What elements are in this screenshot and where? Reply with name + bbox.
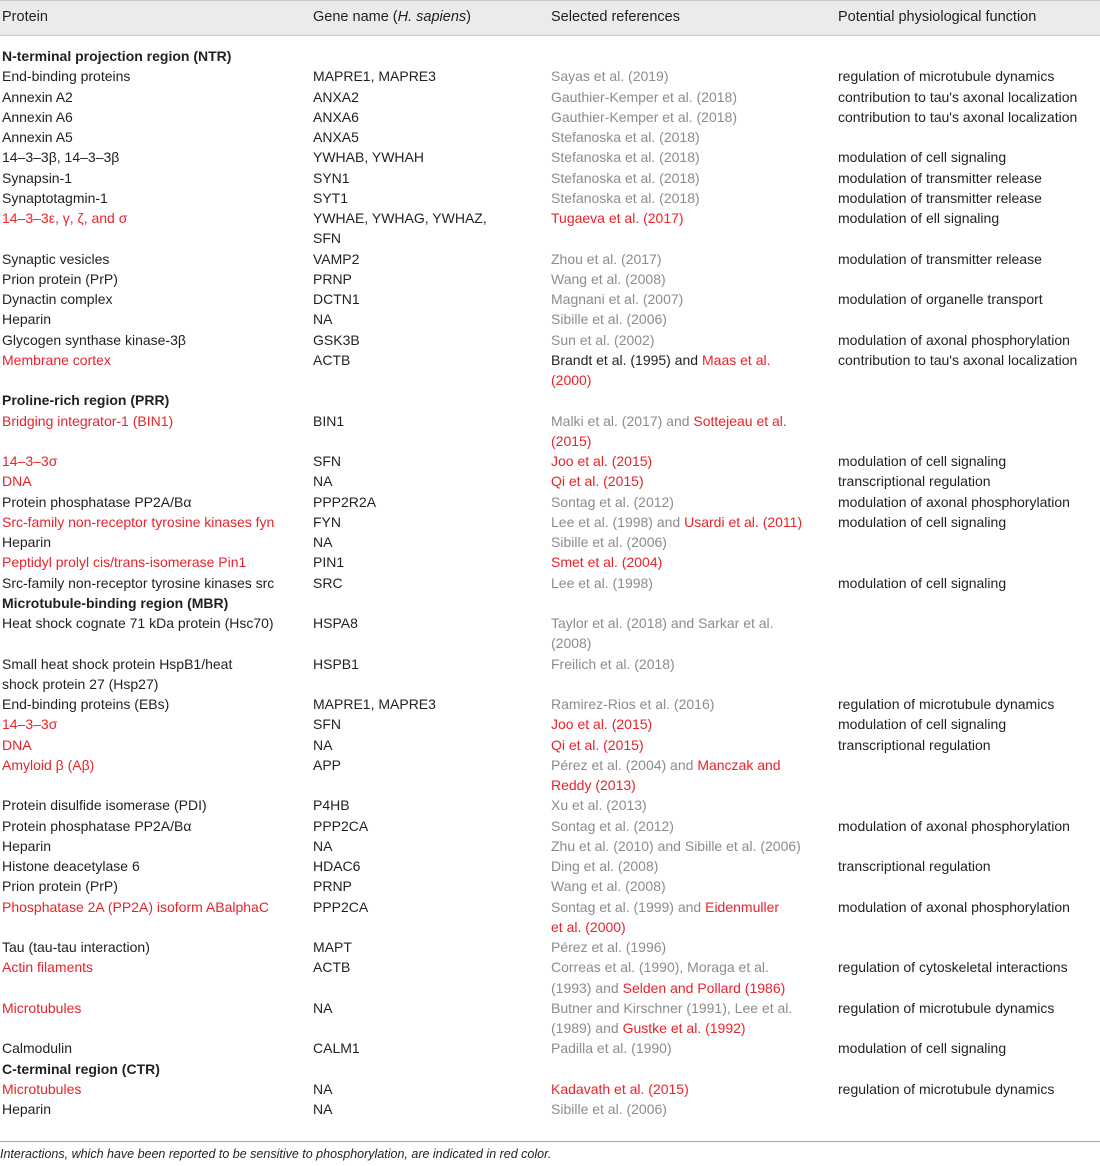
table-row [0,471,1100,491]
gene-header-species: H. sapiens [397,9,467,25]
section-label: Microtubule-binding region (MBR) [2,594,229,611]
cell-gene: MAPT [313,939,352,955]
cell-references [551,937,666,957]
cell-function: regulation of microtubule dynamics [838,68,1055,85]
cell-protein: Annexin A6 [2,108,73,125]
table-row [0,330,1100,350]
cell-protein: Heparin [2,837,52,854]
reference-text: (1993) and [551,979,623,996]
cell-gene: NA [313,473,333,490]
cell-protein: Protein disulfide isomerase (PDI) [2,797,207,814]
table-row [0,66,1100,86]
table-row [0,269,1100,289]
cell-references [551,168,700,188]
column-header-function: Potential physiological function [838,9,1037,25]
table-row [0,451,1100,471]
cell-protein: Src-family non-receptor tyrosine kinases src [2,574,275,591]
cell-references [551,856,658,876]
cell-references [551,269,666,289]
cell-gene: ACTB [313,959,351,976]
table-row [0,411,1100,431]
table-row [0,168,1100,188]
cell-gene: ANXA2 [313,88,359,105]
cell-gene: PPP2CA [313,898,369,915]
reference-text: Wang et al. (2008) [551,270,666,287]
cell-function: regulation of microtubule dynamics [838,999,1055,1016]
cell-protein: Amyloid β (Aβ) [2,756,95,773]
reference-text: Sibille et al. (2006) [551,534,667,550]
table-row [0,370,1100,390]
cell-references [551,249,662,269]
reference-text: Sibille et al. (2006) [551,1101,667,1117]
cell-references [551,87,737,107]
reference-text: Stefanoska et al. (2018) [551,169,700,186]
cell-references [551,1018,746,1038]
cell-references [551,512,802,532]
reference-phospho-sensitive: (2000) [551,372,592,388]
cell-references [551,66,669,86]
cell-protein: End-binding proteins [2,68,131,85]
reference-text: Ramirez-Rios et al. (2016) [551,696,715,712]
cell-protein: DNA [2,473,32,490]
reference-phospho-sensitive: Reddy (2013) [551,777,636,793]
table-row [0,228,1100,248]
cell-protein: Heat shock cognate 71 kDa protein (Hsc70) [2,615,274,631]
reference-text: Wang et al. (2008) [551,878,666,895]
cell-references [551,816,674,836]
cell-gene: ACTB [313,351,351,368]
cell-protein: 14–3–3ε, γ, ζ, and σ [2,210,128,226]
reference-text: Pérez et al. (2004) and [551,756,698,773]
cell-gene: SYT1 [313,189,349,206]
cell-gene: BIN1 [313,412,345,429]
cell-references [551,897,779,917]
cell-protein: Prion protein (PrP) [2,270,118,287]
cell-function: modulation of organelle transport [838,291,1043,307]
table-row [0,573,1100,593]
cell-references [551,633,591,653]
cell-references [551,127,700,147]
reference-phospho-sensitive: Kadavath et al. (2015) [551,1080,689,1097]
cell-gene: NA [313,837,333,854]
cell-gene: NA [313,311,333,328]
cell-gene: MAPRE1, MAPRE3 [313,696,436,712]
reference-text: Butner and Kirschner (1991), Lee et al. [551,999,793,1016]
cell-protein: Protein phosphatase PP2A/Bα [2,493,192,510]
table-row [0,957,1100,977]
reference-text: Sontag et al. (1999) and [551,898,706,915]
table-row [0,1018,1100,1038]
cell-protein: Peptidyl prolyl cis/trans-isomerase Pin1 [2,554,247,571]
reference-phospho-sensitive: Gustke et al. (1992) [622,1020,746,1036]
reference-phospho-sensitive: Qi et al. (2015) [551,736,644,753]
gene-header-suffix: ) [466,9,471,25]
cell-gene: HSPB1 [313,655,359,672]
table-bottom-rule [0,1141,1100,1142]
table-row [0,309,1100,329]
table-row [0,654,1100,674]
table-row [0,694,1100,714]
table-row [0,674,1100,694]
table-row [0,795,1100,815]
reference-text: Xu et al. (2013) [551,797,647,814]
cell-references [551,289,683,309]
cell-protein: Heparin [2,311,52,328]
cell-function: regulation of microtubule dynamics [838,696,1055,712]
table-row [0,1079,1100,1099]
cell-gene: PPP2CA [313,817,369,834]
cell-function: modulation of cell signaling [838,149,1007,166]
cell-references [551,552,662,572]
cell-gene: NA [313,1101,333,1117]
cell-protein: DNA [2,736,32,753]
cell-function: contribution to tau's axonal localization [838,351,1078,368]
cell-gene: FYN [313,513,341,530]
reference-text: Sayas et al. (2019) [551,68,669,85]
reference-text: Padilla et al. (1990) [551,1040,672,1057]
section-heading [0,390,1100,410]
cell-gene: SFN [313,230,341,247]
cell-function: transcriptional regulation [838,736,991,753]
table-row [0,937,1100,957]
reference-text: Stefanoska et al. (2018) [551,189,700,206]
table-row [0,714,1100,734]
column-header-protein: Protein [2,9,48,25]
cell-function: modulation of transmitter release [838,250,1042,267]
cell-references [551,1038,672,1058]
table-row [0,127,1100,147]
cell-protein: Small heat shock protein HspB1/heat [2,655,233,672]
cell-gene: YWHAE, YWHAG, YWHAZ, [313,210,487,226]
cell-gene: ANXA6 [313,108,359,125]
reference-phospho-sensitive: Sottejeau et al. [693,412,787,429]
cell-function: modulation of transmitter release [838,189,1042,206]
reference-phospho-sensitive: (2015) [551,432,592,449]
cell-protein: Bridging integrator-1 (BIN1) [2,412,174,429]
table-row [0,755,1100,775]
cell-references [551,532,667,552]
cell-references [551,147,700,167]
cell-function: modulation of cell signaling [838,513,1007,530]
reference-phospho-sensitive: Tugaeva et al. (2017) [551,210,684,226]
cell-references [551,309,667,329]
cell-protein: 14–3–3σ [2,453,58,469]
cell-references [551,208,684,228]
column-header-gene [313,9,471,25]
cell-protein: Actin filaments [2,959,94,976]
cell-protein: Synapsin-1 [2,169,73,186]
cell-function: modulation of axonal phosphorylation [838,493,1070,510]
cell-function: regulation of microtubule dynamics [838,1080,1055,1097]
reference-text: Stefanoska et al. (2018) [551,149,700,166]
cell-references [551,471,644,491]
table-row [0,836,1100,856]
cell-references [551,1099,667,1119]
cell-gene: HDAC6 [313,858,361,874]
cell-protein: Protein phosphatase PP2A/Bα [2,817,192,834]
cell-function: modulation of axonal phosphorylation [838,898,1070,915]
reference-text: (1989) and [551,1020,623,1036]
reference-text: (2008) [551,635,592,652]
reference-phospho-sensitive: Smet et al. (2004) [551,554,663,571]
table-row [0,350,1100,370]
cell-references [551,492,674,512]
table-row [0,147,1100,167]
reference-phospho-sensitive: Joo et al. (2015) [551,716,653,733]
section-label: N-terminal projection region (NTR) [2,48,232,64]
cell-protein: Heparin [2,1101,52,1117]
table-row [0,208,1100,228]
cell-function: contribution to tau's axonal localization [838,88,1078,105]
cell-function: modulation of cell signaling [838,453,1007,469]
cell-protein: Glycogen synthase kinase-3β [2,331,186,348]
cell-gene: SFN [313,716,341,733]
cell-function: modulation of transmitter release [838,169,1042,186]
cell-gene: VAMP2 [313,250,360,267]
cell-references [551,431,591,451]
cell-references [551,451,652,471]
cell-references [551,107,737,127]
cell-references [551,694,714,714]
cell-protein: Heparin [2,534,52,550]
reference-text: Gauthier-Kemper et al. (2018) [551,88,737,105]
cell-protein: 14–3–3β, 14–3–3β [2,149,120,166]
cell-protein: Synaptic vesicles [2,250,110,267]
cell-protein: End-binding proteins (EBs) [2,696,170,712]
cell-function: contribution to tau's axonal localization [838,108,1078,125]
cell-protein: 14–3–3σ [2,716,58,733]
table-row [0,998,1100,1018]
section-label: C-terminal region (CTR) [2,1060,160,1077]
reference-text: Sun et al. (2002) [551,331,655,348]
reference-phospho-sensitive: Selden and Pollard (1986) [622,979,786,996]
cell-references [551,370,591,390]
table-row [0,633,1100,653]
reference-text: Ding et al. (2008) [551,858,659,874]
reference-text: Stefanoska et al. (2018) [551,129,700,145]
cell-protein: Membrane cortex [2,351,111,368]
reference-text: Zhou et al. (2017) [551,250,662,267]
cell-gene: CALM1 [313,1040,360,1057]
reference-text: Sontag et al. (2012) [551,493,674,510]
cell-gene: ANXA5 [313,129,359,145]
cell-protein: Tau (tau-tau interaction) [2,939,150,955]
reference-phospho-sensitive: Joo et al. (2015) [551,453,653,469]
reference-text: Pérez et al. (1996) [551,939,667,955]
table-row [0,492,1100,512]
table-row [0,107,1100,127]
cell-gene: APP [313,756,342,773]
reference-text: Freilich et al. (2018) [551,655,675,672]
cell-function: modulation of cell signaling [838,1040,1007,1057]
cell-gene: MAPRE1, MAPRE3 [313,68,436,85]
cell-protein: Src-family non-receptor tyrosine kinases fyn [2,513,275,530]
reference-text: Taylor et al. (2018) and Sarkar et al. [551,615,774,631]
table-row [0,735,1100,755]
table-row [0,431,1100,451]
cell-function: modulation of cell signaling [838,574,1007,591]
reference-text: Magnani et al. (2007) [551,291,684,307]
cell-references [551,714,652,734]
reference-text: Correas et al. (1990), Moraga et al. [551,959,769,976]
reference-phospho-sensitive: et al. (2000) [551,918,626,935]
cell-gene: NA [313,534,333,550]
reference-text: Malki et al. (2017) and [551,412,694,429]
reference-phospho-sensitive: Qi et al. (2015) [551,473,644,490]
reference-text: Gauthier-Kemper et al. (2018) [551,108,737,125]
cell-protein: Calmodulin [2,1040,73,1057]
table-row [0,897,1100,917]
table-row [0,188,1100,208]
cell-function: modulation of axonal phosphorylation [838,331,1070,348]
cell-references [551,613,774,633]
cell-function: modulation of ell signaling [838,210,1000,226]
reference-text: Sontag et al. (2012) [551,817,674,834]
cell-gene: GSK3B [313,331,360,348]
cell-references [551,795,647,815]
cell-references [551,978,785,998]
reference-text: Zhu et al. (2010) and Sibille et al. (2006) [551,837,801,854]
cell-function: transcriptional regulation [838,858,991,874]
table-row [0,532,1100,552]
cell-references [551,775,636,795]
cell-gene: SYN1 [313,169,350,186]
reference-text: Sibille et al. (2006) [551,311,667,328]
reference-text: Brandt et al. (1995) and [551,351,702,368]
section-heading [0,593,1100,613]
column-header-references: Selected references [551,9,680,25]
cell-protein: Phosphatase 2A (PP2A) isoform ABalphaC [2,898,269,915]
cell-gene: YWHAB, YWHAH [313,149,424,166]
cell-references [551,1079,689,1099]
cell-gene: DCTN1 [313,291,360,307]
table-row [0,816,1100,836]
gene-header-prefix: Gene name ( [313,9,398,25]
table-body [0,46,1100,1119]
section-heading [0,46,1100,66]
cell-protein: Histone deacetylase 6 [2,858,140,874]
cell-function: modulation of cell signaling [838,716,1007,733]
cell-references [551,876,666,896]
table-row [0,249,1100,269]
cell-gene: SRC [313,574,343,591]
cell-references [551,836,801,856]
table-row [0,978,1100,998]
cell-gene: NA [313,999,333,1016]
cell-function: regulation of cytoskeletal interactions [838,959,1068,976]
cell-references [551,735,644,755]
table-row [0,1099,1100,1119]
cell-gene: P4HB [313,797,350,814]
cell-references [551,654,675,674]
table-row [0,876,1100,896]
cell-gene: NA [313,736,333,753]
cell-gene: PRNP [313,270,352,287]
cell-references [551,411,787,431]
table-row [0,87,1100,107]
cell-gene: SFN [313,453,341,469]
cell-gene: PRNP [313,878,352,895]
reference-phospho-sensitive: Maas et al. [702,351,771,368]
section-heading [0,1059,1100,1079]
cell-protein: Prion protein (PrP) [2,878,118,895]
cell-gene: HSPA8 [313,615,358,631]
table-row [0,1038,1100,1058]
reference-phospho-sensitive: Usardi et al. (2011) [684,513,803,530]
table-row [0,512,1100,532]
cell-references [551,998,792,1018]
cell-protein: Microtubules [2,1080,82,1097]
reference-text: Lee et al. (1998) [551,574,653,591]
cell-references [551,917,626,937]
section-label: Proline-rich region (PRR) [2,392,170,409]
table-row [0,289,1100,309]
cell-protein: Annexin A5 [2,129,73,145]
cell-gene: PIN1 [313,554,345,571]
reference-text: Lee et al. (1998) and [551,513,685,530]
cell-references [551,957,769,977]
reference-phospho-sensitive: Manczak and [697,756,781,773]
cell-references [551,350,770,370]
cell-references [551,330,655,350]
cell-gene: NA [313,1080,333,1097]
reference-phospho-sensitive: Eidenmuller [705,898,780,915]
cell-protein: Microtubules [2,999,82,1016]
table-row [0,856,1100,876]
table-row [0,775,1100,795]
cell-function: modulation of axonal phosphorylation [838,817,1070,834]
cell-references [551,188,700,208]
cell-references [551,573,653,593]
cell-protein: Annexin A2 [2,88,73,105]
cell-protein: Synaptotagmin-1 [2,189,108,206]
table-header [0,0,1100,36]
cell-protein: Dynactin complex [2,291,113,307]
cell-function: transcriptional regulation [838,473,991,490]
cell-gene: PPP2R2A [313,493,377,510]
table-footnote: Interactions, which have been reported to be sensitive to phosphorylation, are indicated in red color. [0,1147,552,1161]
table-row [0,613,1100,633]
cell-protein: shock protein 27 (Hsp27) [2,675,159,692]
table-row [0,917,1100,937]
cell-references [551,755,781,775]
table-row [0,552,1100,572]
